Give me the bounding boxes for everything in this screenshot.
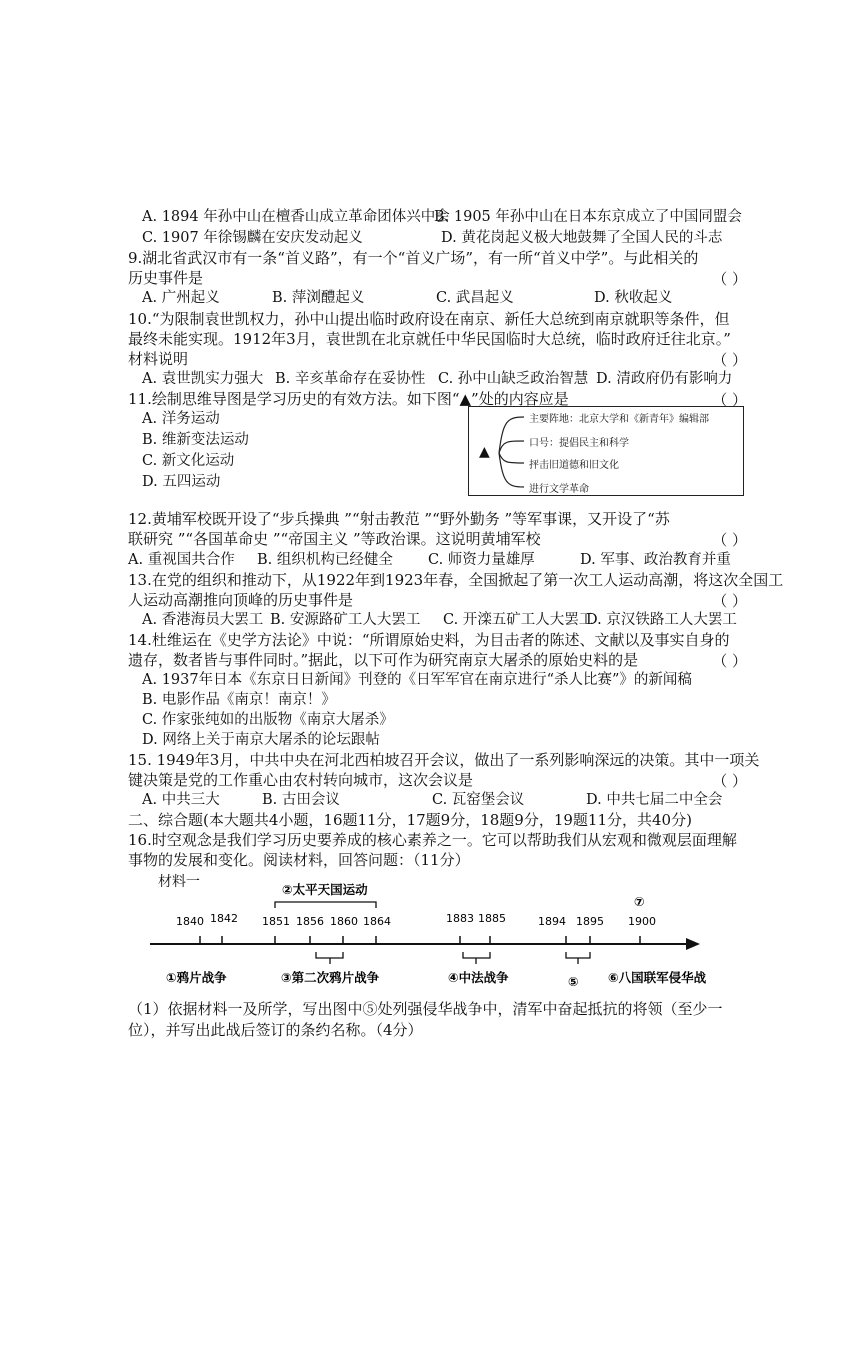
q10-option-c: C. 孙中山缺乏政治智慧 — [438, 371, 589, 387]
q9-stem-line1: 9.湖北省武汉市有一条“首义路”，有一个“首义广场”，有一所“首义中学”。与此相关的 — [128, 249, 699, 267]
q14-answer-paren: （ ） — [712, 652, 747, 670]
timeline-arrowhead — [686, 938, 700, 950]
q8-option-a: A. 1894 年孙中山在檀香山成立革命团体兴中会 — [142, 209, 450, 225]
q11-option-b: B. 维新变法运动 — [142, 432, 249, 448]
q13-option-c: C. 开滦五矿工人大罢工 — [443, 612, 594, 628]
q11-stem-line1: 11.绘制思维导图是学习历史的有效方法。如下图“▲”处的内容应是 — [128, 390, 569, 408]
mind-map-item-1: 主要阵地：北京大学和《新青年》编辑部 — [529, 414, 709, 425]
mind-map-item-4: 进行文学革命 — [529, 484, 589, 495]
q13-option-b: B. 安源路矿工人大罢工 — [270, 612, 421, 628]
q10-option-d: D. 清政府仍有影响力 — [596, 371, 733, 387]
q10-option-b: B. 辛亥革命存在妥协性 — [275, 371, 426, 387]
q12-option-a: A. 重视国共合作 — [128, 552, 235, 568]
year-1900: 1900 — [628, 915, 656, 928]
event-second-opium-war: ③第二次鸦片战争 — [281, 970, 380, 985]
year-1856: 1856 — [296, 915, 324, 928]
mind-map-item-2: 口号：提倡民主和科学 — [529, 438, 629, 449]
q9-answer-paren: （ ） — [712, 270, 747, 288]
event-seven: ⑦ — [634, 894, 645, 909]
q11-option-a: A. 洋务运动 — [142, 411, 220, 427]
q15-stem-line2: 键决策是党的工作重心由农村转向城市，这次会议是 — [128, 771, 474, 789]
fifth-war-bracket — [566, 952, 590, 958]
q14-stem-line2: 遗存，数者皆与事件同时。”据此，以下可作为研究南京大屠杀的原始史料的是 — [128, 651, 639, 669]
q16-sub1-line2: 位），并写出此战后签订的条约名称。（4分） — [128, 1021, 423, 1039]
q15-stem-line1: 15. 1949年3月，中共中央在河北西柏坡召开会议，做出了一系列影响深远的决策。其中一项关 — [128, 751, 760, 769]
q11-answer-paren: （ ） — [712, 391, 747, 409]
q8-option-b: B. 1905 年孙中山在日本东京成立了中国同盟会 — [434, 209, 742, 225]
section-two-heading: 二、综合题(本大题共4小题，16题11分，17题9分，18题9分，19题11分，共40分) — [128, 811, 692, 829]
q13-option-a: A. 香港海员大罢工 — [142, 612, 264, 628]
triangle-icon: ▲ — [479, 444, 490, 460]
q12-stem-line2: 联研究 ”“各国革命史 ”“帝国主义 ”等政治课。这说明黄埔军校 — [128, 530, 541, 548]
q10-stem-line3: 材料说明 — [128, 350, 189, 368]
q10-answer-paren: （ ） — [712, 351, 747, 369]
q11-option-d: D. 五四运动 — [142, 474, 221, 490]
second-opium-bracket — [316, 952, 343, 958]
q13-stem-line2: 人运动高潮推向顶峰的历史事件是 — [128, 591, 354, 609]
q13-stem-line1: 13.在党的组织和推动下，从1922年到1923年春，全国掀起了第一次工人运动高潮，将这次全国工 — [128, 571, 784, 589]
material-one-label: 材料一 — [158, 874, 200, 890]
q9-option-a: A. 广州起义 — [142, 290, 220, 306]
year-1885: 1885 — [478, 912, 506, 925]
q12-option-b: B. 组织机构已经健全 — [257, 552, 393, 568]
sino-french-bracket — [463, 952, 490, 958]
q12-stem-line1: 12.黄埔军校既开设了“步兵操典 ”“射击教范 ”“野外勤务 ”等军事课，又开设了“苏 — [128, 510, 670, 528]
q15-option-a: A. 中共三大 — [142, 792, 220, 808]
event-opium-war: ①鸦片战争 — [166, 970, 227, 985]
year-1842: 1842 — [210, 912, 238, 925]
timeline-ticks — [200, 936, 640, 944]
year-1851: 1851 — [262, 915, 290, 928]
event-taiping: ②太平天国运动 — [282, 882, 368, 897]
q15-option-c: C. 瓦窑堡会议 — [432, 792, 525, 808]
q13-answer-paren: （ ） — [712, 592, 747, 610]
q10-option-a: A. 袁世凯实力强大 — [142, 371, 264, 387]
event-eight-nation: ⑥八国联军侵华战 — [608, 970, 707, 985]
q12-option-c: C. 师资力量雄厚 — [428, 552, 535, 568]
q12-option-d: D. 军事、政治教育并重 — [580, 552, 731, 568]
q9-option-c: C. 武昌起义 — [436, 290, 514, 306]
year-1895: 1895 — [576, 915, 604, 928]
q14-option-d: D. 网络上关于南京大屠杀的论坛跟帖 — [142, 732, 380, 748]
q16-sub1-line1: （1）依据材料一及所学，写出图中⑤处列强侵华战争中，清军中奋起抵抗的将领（至少一 — [128, 1000, 723, 1018]
q8-option-c: C. 1907 年徐锡麟在安庆发动起义 — [142, 230, 363, 246]
q14-stem-line1: 14.杜维运在《史学方法论》中说：“所谓原始史料，为目击者的陈述、文献以及事实自身的 — [128, 631, 730, 649]
q15-option-b: B. 古田会议 — [262, 792, 340, 808]
q14-option-c: C. 作家张纯如的出版物《南京大屠杀》 — [142, 712, 394, 728]
q9-option-b: B. 萍浏醴起义 — [272, 290, 365, 306]
q12-answer-paren: （ ） — [712, 531, 747, 549]
q9-stem-line2: 历史事件是 — [128, 269, 204, 287]
q16-stem-line2: 事物的发展和变化。阅读材料，回答问题：（11分） — [128, 851, 470, 869]
q9-option-d: D. 秋收起义 — [594, 290, 673, 306]
year-1894: 1894 — [538, 915, 566, 928]
q15-answer-paren: （ ） — [712, 772, 747, 790]
year-1860: 1860 — [330, 915, 358, 928]
taiping-bracket — [275, 902, 376, 908]
q10-stem-line1: 10.“为限制袁世凯权力，孙中山提出临时政府设在南京、新任大总统到南京就职等条件，但 — [128, 310, 730, 328]
q14-option-b: B. 电影作品《南京！南京！》 — [142, 692, 336, 708]
q10-stem-line2: 最终未能实现。1912年3月，袁世凯在北京就任中华民国临时大总统，临时政府迁往北京。” — [128, 330, 731, 348]
q8-option-d: D. 黄花岗起义极大地鼓舞了全国人民的斗志 — [441, 230, 723, 246]
q15-option-d: D. 中共七届二中全会 — [586, 792, 723, 808]
year-1883: 1883 — [446, 912, 474, 925]
year-1864: 1864 — [363, 915, 391, 928]
year-1840: 1840 — [176, 915, 204, 928]
mind-map-item-3: 抨击旧道德和旧文化 — [529, 460, 619, 471]
q16-stem-line1: 16.时空观念是我们学习历史要养成的核心素养之一。它可以帮助我们从宏观和微观层面理解 — [128, 831, 737, 849]
q13-option-d: D. 京汉铁路工人大罢工 — [586, 612, 737, 628]
q11-option-c: C. 新文化运动 — [142, 453, 235, 469]
event-sino-french-war: ④中法战争 — [448, 970, 509, 985]
q14-option-a: A. 1937年日本《东京日日新闻》刊登的《日军军官在南京进行“杀人比赛”》的新闻稿 — [142, 672, 692, 688]
event-five: ⑤ — [568, 974, 579, 989]
